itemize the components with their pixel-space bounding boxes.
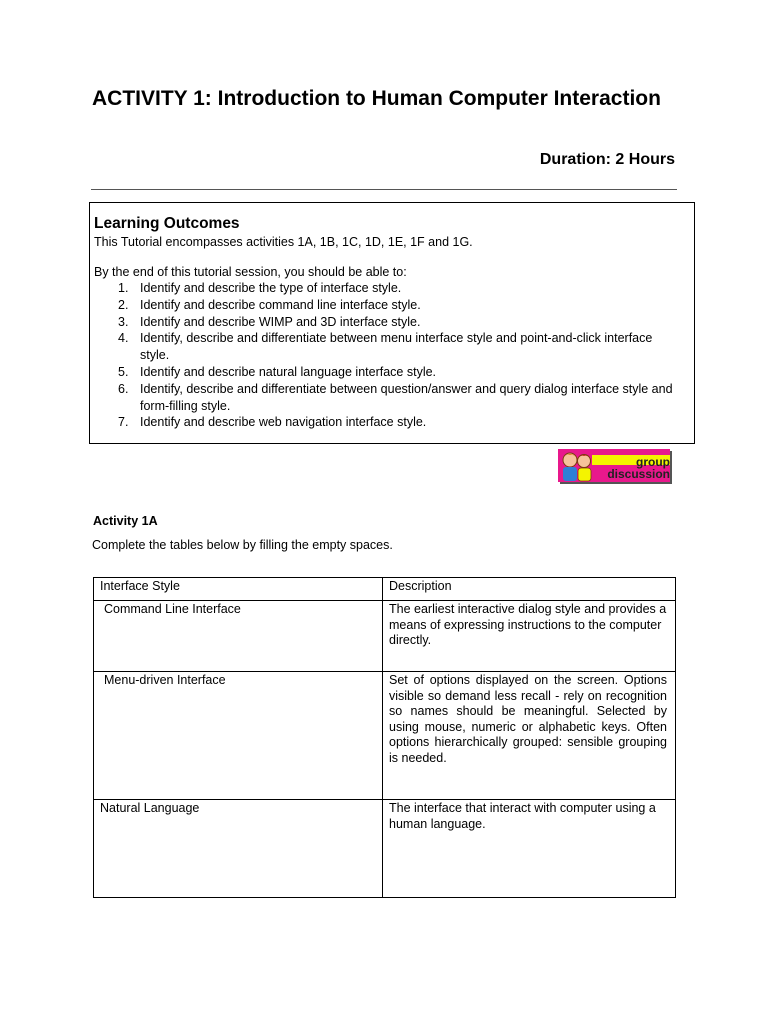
outcome-item	[94, 297, 682, 314]
activity-label: Activity 1A	[93, 514, 158, 528]
table-header-row	[94, 578, 676, 601]
divider	[91, 189, 677, 190]
group-discussion-badge	[558, 449, 673, 485]
table-row	[94, 672, 676, 800]
badge-label	[607, 456, 670, 480]
outcome-item	[94, 381, 682, 415]
learning-outcomes-lead: By the end of this tutorial session, you should be able to:	[94, 264, 407, 279]
outcome-text: Identify and describe natural language interface style.	[140, 364, 437, 379]
outcome-number: 6.	[118, 381, 129, 396]
table-cell-description: Set of options displayed on the screen. Options visible so demand less recall - rely on recognition so names should be meaningful. Selected by using mouse, numeric or alphabetic keys. Often options hierarchically grouped: sensible grouping is needed.	[383, 672, 676, 800]
outcome-text: Identify, describe and differentiate between menu interface style and point-and-click interface style.	[140, 331, 653, 363]
outcome-item	[94, 364, 682, 381]
learning-outcomes-box	[89, 202, 695, 444]
learning-outcomes-heading: Learning Outcomes	[94, 215, 240, 232]
outcome-number: 2.	[118, 297, 129, 312]
outcome-text: Identify, describe and differentiate between question/answer and query dialog interface style and form-filling style.	[140, 381, 673, 413]
table-row	[94, 800, 676, 898]
table-row	[94, 601, 676, 672]
badge-line-2: discussion	[607, 467, 670, 481]
table-cell-style: Command Line Interface	[94, 601, 383, 672]
outcome-number: 1.	[118, 281, 129, 295]
outcome-number: 5.	[118, 364, 129, 379]
page-title: ACTIVITY 1: Introduction to Human Computer Interaction	[92, 87, 661, 110]
table-header-cell: Interface Style	[94, 578, 383, 601]
table-cell-description: The interface that interact with computer using a human language.	[383, 800, 676, 898]
outcome-text: Identify and describe web navigation interface style.	[140, 415, 427, 430]
table-cell-style: Menu-driven Interface	[94, 672, 383, 800]
outcome-item	[94, 280, 682, 297]
table-cell-description: The earliest interactive dialog style and provides a means of expressing instructions to the computer directly.	[383, 601, 676, 672]
duration-label: Duration: 2 Hours	[539, 151, 675, 168]
table-cell-style: Natural Language	[94, 800, 383, 898]
learning-outcomes-list	[94, 280, 682, 431]
outcome-text: Identify and describe the type of interface style.	[140, 281, 402, 295]
outcome-item	[94, 414, 682, 431]
outcome-item	[94, 314, 682, 331]
activity-instruction: Complete the tables below by filling the empty spaces.	[92, 538, 393, 552]
outcome-item	[94, 330, 682, 364]
learning-outcomes-intro: This Tutorial encompasses activities 1A, 1B, 1C, 1D, 1E, 1F and 1G.	[94, 235, 473, 249]
table-header-cell: Description	[383, 578, 676, 601]
outcome-number: 3.	[118, 314, 129, 329]
outcome-number: 7.	[118, 415, 129, 430]
outcome-text: Identify and describe WIMP and 3D interface style.	[140, 314, 421, 329]
outcome-number: 4.	[118, 331, 129, 346]
interface-style-table	[93, 577, 676, 898]
badge-line-1: group	[636, 455, 670, 469]
outcome-text: Identify and describe command line interface style.	[140, 297, 421, 312]
